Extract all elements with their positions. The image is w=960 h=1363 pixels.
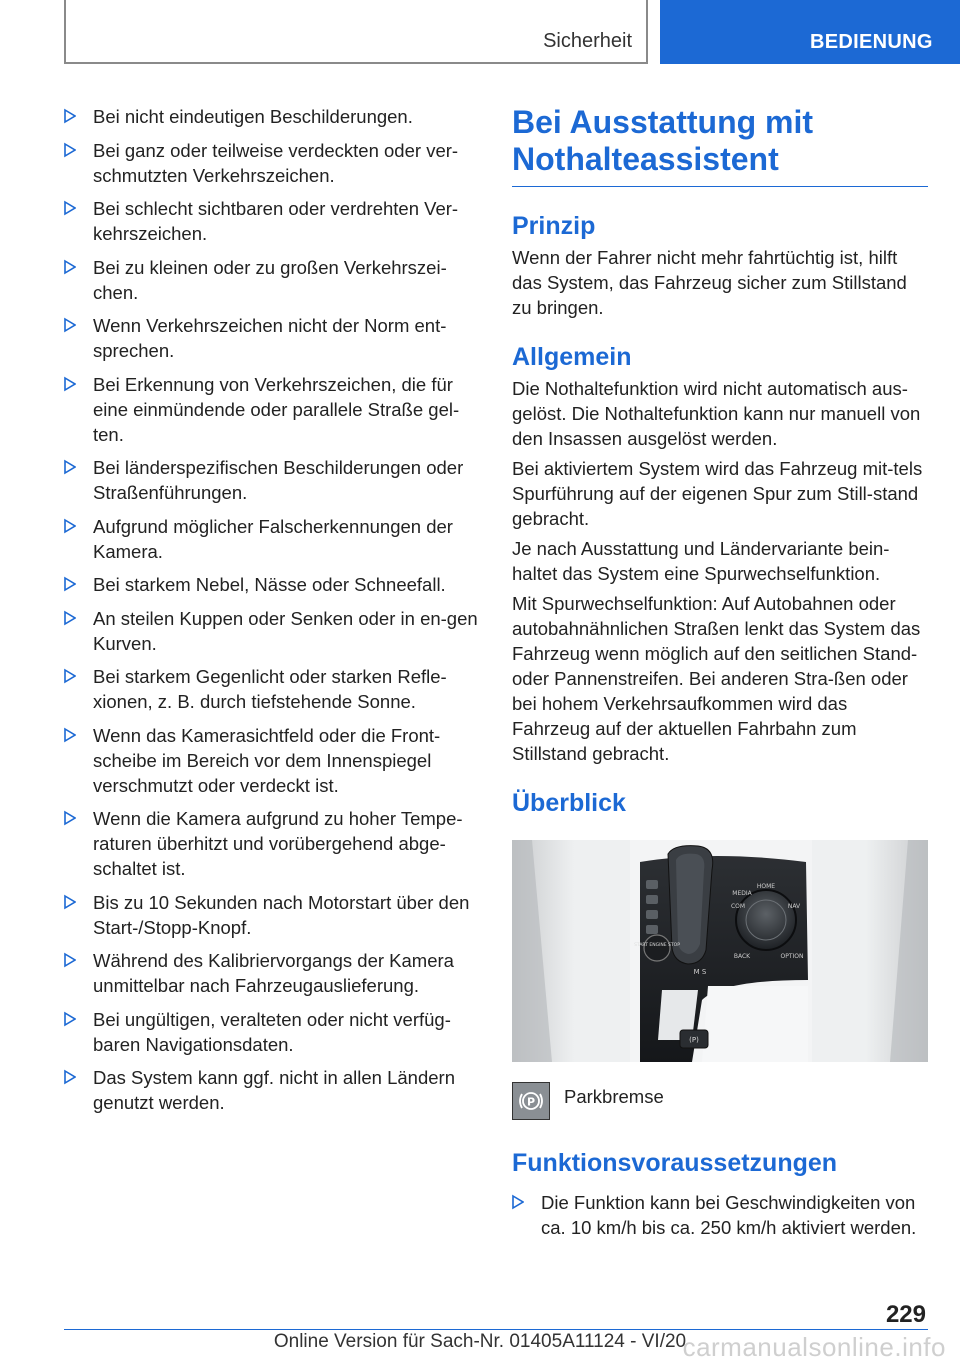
principle-text: Wenn der Fahrer nicht mehr fahrtüchtig ist, hilft das System, das Fahrzeug sicher zum Stillstand zu bringen. xyxy=(512,247,907,318)
start-button-label: START ENGINE STOP xyxy=(634,943,680,948)
parking-brake-icon xyxy=(512,1082,550,1120)
center-console-photo xyxy=(512,840,928,1062)
bullet-triangle-icon xyxy=(64,952,76,968)
watermark: carmanualsonline.info xyxy=(682,1332,946,1362)
heading-prinzip: Prinzip xyxy=(512,212,596,240)
list-item: Während des Kalibriervorgangs der Kamera unmittelbar nach Fahrzeugauslieferung. xyxy=(64,948,478,998)
idrive-option-label: OPTION xyxy=(780,953,804,960)
list-item: Bei zu kleinen oder zu großen Verkehrszei-chen. xyxy=(64,255,478,305)
footer-divider xyxy=(64,1329,928,1330)
bullet-triangle-icon xyxy=(64,376,76,392)
right-column xyxy=(512,104,928,1249)
list-item: Bei ganz oder teilweise verdeckten oder ver-schmutzten Verkehrszeichen. xyxy=(64,138,478,188)
list-item: Wenn Verkehrszeichen nicht der Norm ent-sprechen. xyxy=(64,313,478,363)
list-item: Aufgrund möglicher Falscherkennungen der Kamera. xyxy=(64,514,478,564)
heading-funktionsvoraussetzungen: Funktionsvoraussetzungen xyxy=(512,1149,838,1177)
bullet-triangle-icon xyxy=(64,459,76,475)
bullet-triangle-icon xyxy=(64,1011,76,1027)
idrive-com-label: COM xyxy=(730,903,746,910)
svg-text:P: P xyxy=(526,1095,536,1109)
heading-allgemein: Allgemein xyxy=(512,343,632,371)
list-item: Bei länderspezifischen Beschilderungen oder Straßenführungen. xyxy=(64,455,478,505)
bullet-triangle-icon xyxy=(64,810,76,826)
chapter-heading: Bei Ausstattung mit Nothalteassistent xyxy=(512,104,928,187)
list-item: Bei schlecht sichtbaren oder verdrehten Ver-kehrszeichen. xyxy=(64,196,478,246)
heading-ueberblick: Überblick xyxy=(512,789,626,817)
general-paragraph: Bei aktiviertem System wird das Fahrzeug mit-tels Spurführung auf der eigenen Spur zum Still-stand gebracht. xyxy=(512,458,923,529)
legend-label: Parkbremse xyxy=(564,1086,664,1107)
general-paragraph: Je nach Ausstattung und Ländervariante bein-haltet das System eine Spurwechselfunktion. xyxy=(512,538,890,584)
bullet-triangle-icon xyxy=(64,576,76,592)
list-item: Bei starkem Gegenlicht oder starken Refle-xionen, z. B. durch tiefstehende Sonne. xyxy=(64,664,478,714)
list-item: Bis zu 10 Sekunden nach Motorstart über den Start-/Stopp-Knopf. xyxy=(64,890,478,940)
bullet-triangle-icon xyxy=(64,200,76,216)
idrive-home-label: HOME xyxy=(756,883,776,890)
header-section-box xyxy=(64,0,648,64)
bullet-triangle-icon xyxy=(64,108,76,124)
list-item: Bei starkem Nebel, Nässe oder Schneefall. xyxy=(64,572,478,597)
idrive-nav-label: NAV xyxy=(787,903,801,910)
list-item: Bei nicht eindeutigen Beschilderungen. xyxy=(64,104,478,129)
section-title: Sicherheit xyxy=(543,30,632,52)
list-item: An steilen Kuppen oder Senken oder in en-gen Kurven. xyxy=(64,606,478,656)
list-item: Das System kann ggf. nicht in allen Ländern genutzt werden. xyxy=(64,1065,478,1115)
bullet-triangle-icon xyxy=(64,727,76,743)
bullet-triangle-icon xyxy=(64,668,76,684)
list-item: Die Funktion kann bei Geschwindigkeiten von ca. 10 km/h bis ca. 250 km/h aktiviert werden. xyxy=(512,1190,928,1240)
footer-text: Online Version für Sach-Nr. 01405A11124 - VI/20 xyxy=(273,1331,687,1352)
list-item: Wenn das Kamerasichtfeld oder die Front-scheibe im Bereich vor dem Innenspiegel verschmutzt oder verdeckt ist. xyxy=(64,723,478,798)
bullet-triangle-icon xyxy=(64,259,76,275)
bullet-triangle-icon xyxy=(64,610,76,626)
requirements-list xyxy=(512,1190,928,1240)
idrive-media-label: MEDIA xyxy=(732,890,752,897)
header-chapter-tab xyxy=(660,0,960,64)
general-paragraph: Mit Spurwechselfunktion: Auf Autobahnen oder autobahnähnlichen Straßen lenkt das System das Fahrzeug wenn möglich auf den seitlichen Stand- oder Pannenstreifen. Bei anderen Stra-ßen oder bei hohem Verkehrsaufkommen wird das Fahrzeug auf der aktuellen Fahrbahn zum Stillstand gebracht. xyxy=(512,593,921,764)
bullet-triangle-icon xyxy=(512,1194,524,1210)
chapter-title: BEDIENUNG xyxy=(810,31,933,53)
parking-brake-switch: (P) xyxy=(689,1036,699,1044)
list-item: Wenn die Kamera aufgrund zu hoher Tempe-raturen überhitzt und vorübergehend abge-schaltet ist. xyxy=(64,806,478,881)
list-item: Bei Erkennung von Verkehrszeichen, die für eine einmündende oder parallele Straße gel-ten. xyxy=(64,372,478,447)
bullet-triangle-icon xyxy=(64,894,76,910)
gear-selector-label: M S xyxy=(693,968,707,976)
page-number: 229 xyxy=(885,1301,926,1328)
bullet-triangle-icon xyxy=(64,518,76,534)
limitations-list xyxy=(64,104,478,1115)
list-item: Bei ungültigen, veralteten oder nicht verfüg-baren Navigationsdaten. xyxy=(64,1007,478,1057)
general-paragraph: Die Nothaltefunktion wird nicht automatisch aus-gelöst. Die Nothaltefunktion kann nur manuell von den Insassen ausgelöst werden. xyxy=(512,378,921,449)
idrive-back-label: BACK xyxy=(733,953,751,960)
legend-row xyxy=(512,1082,928,1120)
bullet-triangle-icon xyxy=(64,1069,76,1085)
bullet-triangle-icon xyxy=(64,317,76,333)
center-console-illustration xyxy=(512,840,928,1062)
bullet-triangle-icon xyxy=(64,142,76,158)
left-column xyxy=(64,104,478,1124)
